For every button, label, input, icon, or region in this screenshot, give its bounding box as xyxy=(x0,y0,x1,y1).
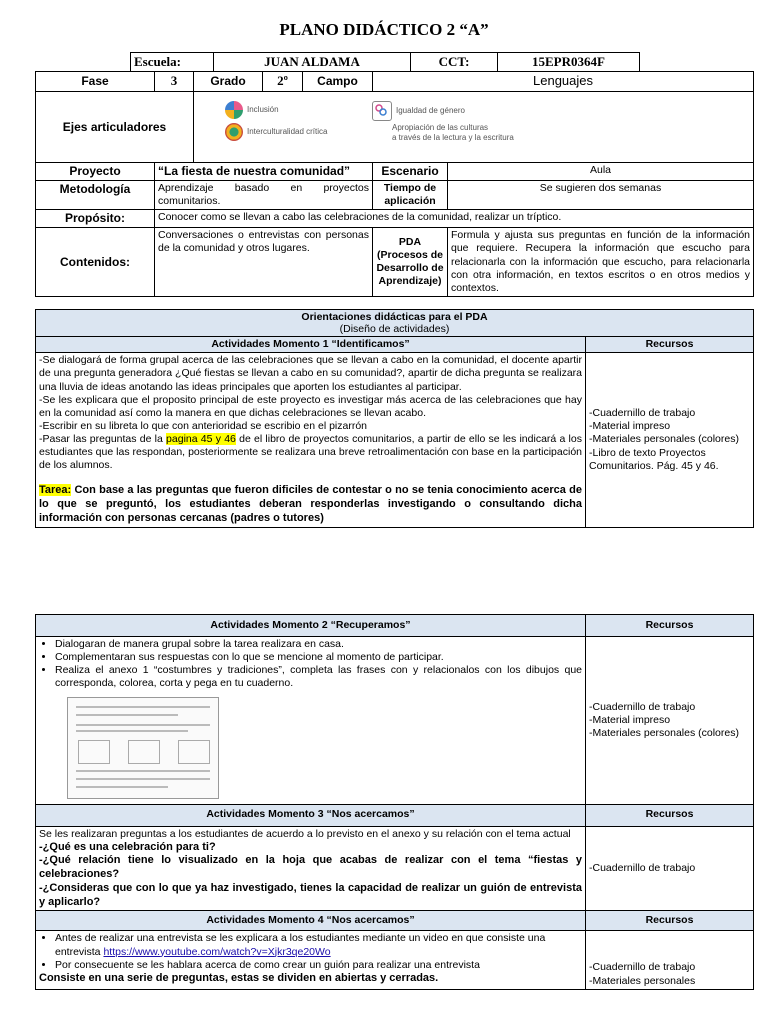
momento1-paragraph-1: -Se dialogará de forma grupal acerca de las celebraciones que se llevan a cabo en la comunidad, el docente apartir de una pregunta generadora ¿Qué fiestas se llevan a cabo en su comunidad?, apartir de dicha pregunta se realizara una lluvia de ideas anotando las ideas principales que aporten los estudiantes al participar. xyxy=(39,354,582,393)
ejes-cell xyxy=(194,92,754,163)
pda-value: Formula y ajusta sus preguntas en función de la información que requiere. Recupera la información que escucho para relacionarla con la información que escucho, para relacionarla con otra información, en textos escritos o en otros medios y contextos. xyxy=(448,228,754,297)
campo-label: Campo xyxy=(303,72,373,92)
escuela-label: Escuela: xyxy=(131,53,214,72)
contenidos-label: Contenidos: xyxy=(36,228,155,297)
momento4-recursos-label: Recursos xyxy=(586,911,754,931)
momento1-title: Actividades Momento 1 “Identificamos” xyxy=(36,337,586,353)
momento1-paragraph-3: -Escribir en su libreta lo que con anterioridad se escribio en el pizarrón xyxy=(39,419,368,432)
momento2-item-1: • Dialogaran de manera grupal sobre la tarea realizara en casa. xyxy=(55,638,582,651)
proyecto-value: “La fiesta de nuestra comunidad” xyxy=(155,163,373,181)
momento3-title: Actividades Momento 3 “Nos acercamos” xyxy=(36,804,586,826)
tarea-label: Tarea: xyxy=(39,484,72,497)
momento1-paragraph-2: -Se les explicara que el proposito principal de este proyecto es investigar más acerca de las celebraciones que hay en la comunidad así como la manera en que dichas celebraciones se llevan acabo. xyxy=(39,393,582,419)
escuela-value: JUAN ALDAMA xyxy=(214,53,411,72)
tiempo-value: Se sugieren dos semanas xyxy=(448,181,754,210)
momento1-table xyxy=(35,309,754,528)
momento1-recursos-label: Recursos xyxy=(586,337,754,353)
orientaciones-header xyxy=(36,310,754,337)
eje-genero-label: Igualdad de género xyxy=(396,106,465,115)
fase-value: 3 xyxy=(155,72,194,92)
eje-apropiacion-label-2: a través de la lectura y la escritura xyxy=(392,133,514,142)
momento1-recursos: -Cuadernillo de trabajo -Material impreso -Materiales personales (colores) -Libro de texto Proyectos Comunitarios. Pág. 45 y 46. xyxy=(586,353,754,527)
eje-inclusion xyxy=(225,101,279,119)
momento4-bold-text: Consiste en una serie de preguntas, estas se dividen en abiertas y cerradas. xyxy=(39,971,439,984)
momento2-recursos-label: Recursos xyxy=(586,615,754,637)
momento3-question-2: -¿Qué relación tiene lo visualizado en la hoja que acabas de realizar con el tema “fiestas y celebraciones? xyxy=(39,854,582,881)
momento2-recursos: -Cuadernillo de trabajo -Material impreso -Materiales personales (colores) xyxy=(586,637,754,805)
proposito-label: Propósito: xyxy=(36,210,155,228)
ejes-label: Ejes articuladores xyxy=(36,92,194,163)
grado-label: Grado xyxy=(194,72,263,92)
cct-value: 15EPR0364F xyxy=(498,53,640,72)
highlight-pages: pagina 45 y 46 xyxy=(166,433,236,445)
pda-label: PDA (Procesos de Desarrollo de Aprendizaje) xyxy=(373,228,448,297)
momento1-tarea: Tarea: Con base a las preguntas que fueron dificiles de contestar o no se tenia conocimiento acerca de lo que se preguntó, los estudiantes deberan responderlas investigando o consultando dicha información con personas cercanas (padres o tutores) xyxy=(39,484,582,524)
tiempo-label: Tiempo de aplicación xyxy=(373,181,448,210)
gender-icon xyxy=(372,101,392,121)
momento2-activities xyxy=(36,637,586,805)
metodologia-label: Metodología xyxy=(36,181,155,210)
eje-genero xyxy=(372,101,465,121)
momento4-item-1: • Antes de realizar una entrevista se les explicara a los estudiantes mediante un video en que consiste una entrevista https://www.youtube.com/watch?v=Xjkr3qe20Wo xyxy=(55,932,582,958)
cct-label: CCT: xyxy=(411,53,498,72)
momento3-question-3: -¿Consideras que con lo que ya haz investigado, tienes la capacidad de realizar un guión de entrevista y aplicarlo? xyxy=(39,881,582,908)
eje-inclusion-label: Inclusión xyxy=(247,105,279,114)
momento4-title: Actividades Momento 4 “Nos acercamos” xyxy=(36,911,586,931)
eje-apropiacion xyxy=(392,123,514,143)
momento2-item-2: • Complementaran sus respuestas con lo que se mencione al momento de participar. xyxy=(55,651,582,664)
campo-value: Lenguajes xyxy=(373,72,754,92)
contenidos-value: Conversaciones o entrevistas con personas de la comunidad y otros lugares. xyxy=(155,228,373,297)
momento1-paragraph-4: -Pasar las preguntas de la pagina 45 y 46 de el libro de proyectos comunitarios, a partir de ello se les indicará a los estudiantes que las respondan, posteriormente se realizara una breve retroalimentación con base en la participación de los alumnos. xyxy=(39,433,582,472)
momento3-recursos: -Cuadernillo de trabajo xyxy=(586,826,754,911)
eje-interculturalidad xyxy=(225,123,327,141)
escenario-label: Escenario xyxy=(373,163,448,181)
grado-value: 2º xyxy=(263,72,303,92)
fase-label: Fase xyxy=(36,72,155,92)
eje-apropiacion-label-1: Apropiación de las culturas xyxy=(392,123,489,132)
momento2-title: Actividades Momento 2 “Recuperamos” xyxy=(36,615,586,637)
momento4-item-2: • Por consecuente se les hablara acerca de como crear un guión para realizar una entrevista xyxy=(55,959,582,972)
anexo-thumbnail xyxy=(67,697,219,799)
momento3-intro: Se les realizaran preguntas a los estudiantes de acuerdo a lo previsto en el anexo y su relación con el tema actual xyxy=(39,827,571,840)
page-title: PLANO DIDÁCTICO 2 “A” xyxy=(279,20,489,39)
momento1-activities xyxy=(36,353,586,527)
inclusion-icon xyxy=(225,101,243,119)
proyecto-label: Proyecto xyxy=(36,163,155,181)
video-link[interactable]: https://www.youtube.com/watch?v=Xjkr3qe20Wo xyxy=(103,945,331,958)
proposito-value: Conocer como se llevan a cabo las celebraciones de la comunidad, realizar un tríptico. xyxy=(155,210,754,228)
momento2-item-3: • Realiza el anexo 1 “costumbres y tradiciones”, completa las frases con y relacionalos con los dibujos que corresponda, colorea, corta y pega en tu cuaderno. xyxy=(55,664,582,690)
momento3-question-1: -¿Qué es una celebración para ti? xyxy=(39,840,216,853)
info-table xyxy=(35,71,754,297)
metodologia-value: Aprendizaje basado en proyectos comunitarios. xyxy=(155,181,373,210)
orientaciones-title: Orientaciones didácticas para el PDA xyxy=(301,311,488,323)
momento4-recursos: -Cuadernillo de trabajo -Materiales personales xyxy=(586,931,754,989)
momento4-activities xyxy=(36,931,586,989)
school-header-table xyxy=(130,52,640,72)
interculturalidad-icon xyxy=(225,123,243,141)
momento2-4-table xyxy=(35,614,754,990)
momento3-recursos-label: Recursos xyxy=(586,804,754,826)
eje-interculturalidad-label: Interculturalidad crítica xyxy=(247,127,328,136)
momento3-activities xyxy=(36,826,586,911)
orientaciones-subtitle: (Diseño de actividades) xyxy=(339,323,450,336)
escenario-value: Aula xyxy=(448,163,754,181)
